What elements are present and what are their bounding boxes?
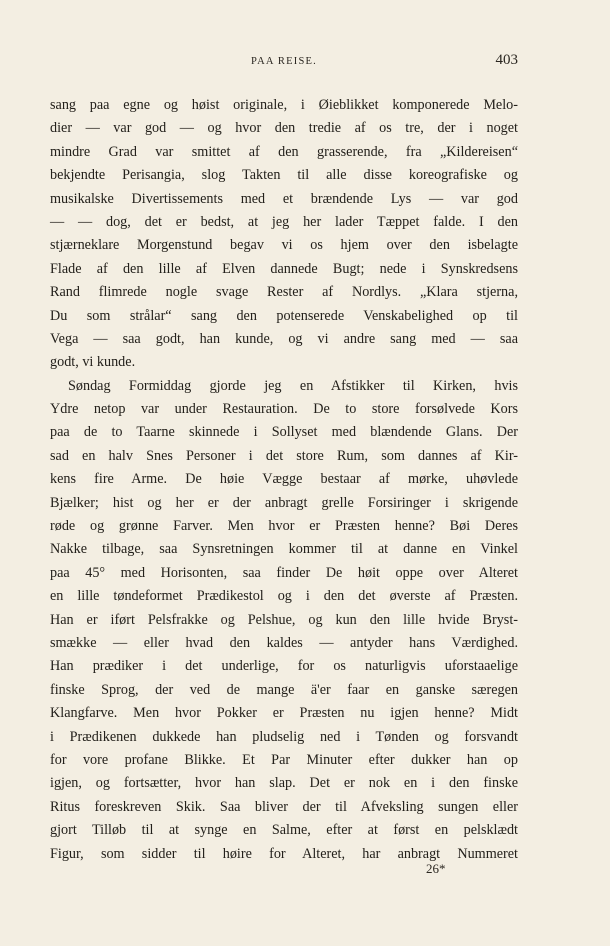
text-line: godt, vi kunde. — [50, 354, 136, 371]
text-line: Klangfarve. Men hvor Pokker er Præsten nu igjen henne? Midt — [50, 705, 518, 722]
page-number: 403 — [495, 52, 518, 68]
text-line: gjort Tilløb til at synge en Salme, efter at først en pelsklædt — [50, 822, 518, 839]
text-line: kens fire Arme. De høie Vægge bestaar af mørke, uhøvlede — [50, 471, 518, 488]
text-line: Figur, som sidder til høire for Alteret, har anbragt Nummeret — [50, 845, 518, 862]
signature-mark: 26* — [426, 861, 446, 876]
text-line: dier — var god — og hvor den tredie af os tre, der i noget — [50, 120, 518, 137]
text-line: Vega — saa godt, han kunde, og vi andre sang med — saa — [50, 330, 518, 347]
running-head — [50, 52, 518, 72]
text-line: for vore profane Blikke. Et Par Minuter efter dukker han op — [50, 751, 518, 768]
text-line: igjen, og fortsætter, hvor han slap. Det er nok en i den finske — [50, 775, 518, 792]
text-line: Nakke tilbage, saa Synsretningen kommer til at danne en Vinkel — [50, 541, 518, 558]
body-text — [50, 94, 518, 866]
text-line: mindre Grad var smittet af den grasserende, fra „Kildereisen“ — [50, 143, 518, 160]
text-line: paa de to Taarne skinnede i Sollyset med blændende Glans. Der — [50, 424, 518, 441]
text-line: stjærneklare Morgenstund begav vi os hjem over den isbelagte — [50, 237, 518, 254]
text-line: røde og grønne Farver. Men hvor er Præsten henne? Bøi Deres — [50, 518, 518, 535]
text-line: Søndag Formiddag gjorde jeg en Afstikker til Kirken, hvis — [68, 377, 518, 394]
text-line: smække — eller hvad den kaldes — antyder hans Værdighed. — [50, 634, 518, 651]
text-line: paa 45° med Horisonten, saa finder De høit oppe over Alteret — [50, 564, 518, 581]
text-line: Du som strålar“ sang den potenserede Venskabelighed op til — [50, 307, 518, 324]
text-line: bekjendte Perisangia, slog Takten til alle disse koreografiske og — [50, 167, 518, 184]
text-line: Han prædiker i det underlige, for os naturligvis uforstaaelige — [50, 658, 518, 675]
text-line: Han er iført Pelsfrakke og Pelshue, og kun den lille hvide Bryst- — [50, 611, 518, 628]
text-line: finske Sprog, der ved de mange ä'er faar en ganske særegen — [50, 681, 518, 698]
text-line: Ydre netop var under Restauration. De to store forsølvede Kors — [50, 401, 518, 418]
running-title: PAA REISE. — [251, 56, 317, 67]
text-line: sang paa egne og høist originale, i Øieblikket komponerede Melo- — [50, 97, 518, 113]
text-line: Ritus foreskreven Skik. Saa bliver der til Afveksling sungen eller — [50, 798, 518, 815]
text-line: Flade af den lille af Elven dannede Bugt; nede i Synskredsens — [50, 260, 518, 277]
text-line: en lille tøndeformet Prædikestol og i den det øverste af Præsten. — [50, 588, 518, 605]
text-line: i Prædikenen dukkede han pludselig ned i Tønden og forsvandt — [50, 728, 518, 745]
text-line: Rand flimrede nogle svage Rester af Nordlys. „Klara stjerna, — [50, 284, 518, 301]
text-line: Bjælker; hist og her er der anbragt grelle Forsiringer i skrigende — [50, 494, 518, 511]
text-line: — — dog, det er bedst, at jeg her lader Tæppet falde. I den — [50, 213, 518, 230]
text-line: sad en halv Snes Personer i det store Rum, som dannes af Kir- — [50, 447, 518, 464]
text-line: musikalske Divertissements med et brændende Lys — var god — [50, 190, 518, 207]
